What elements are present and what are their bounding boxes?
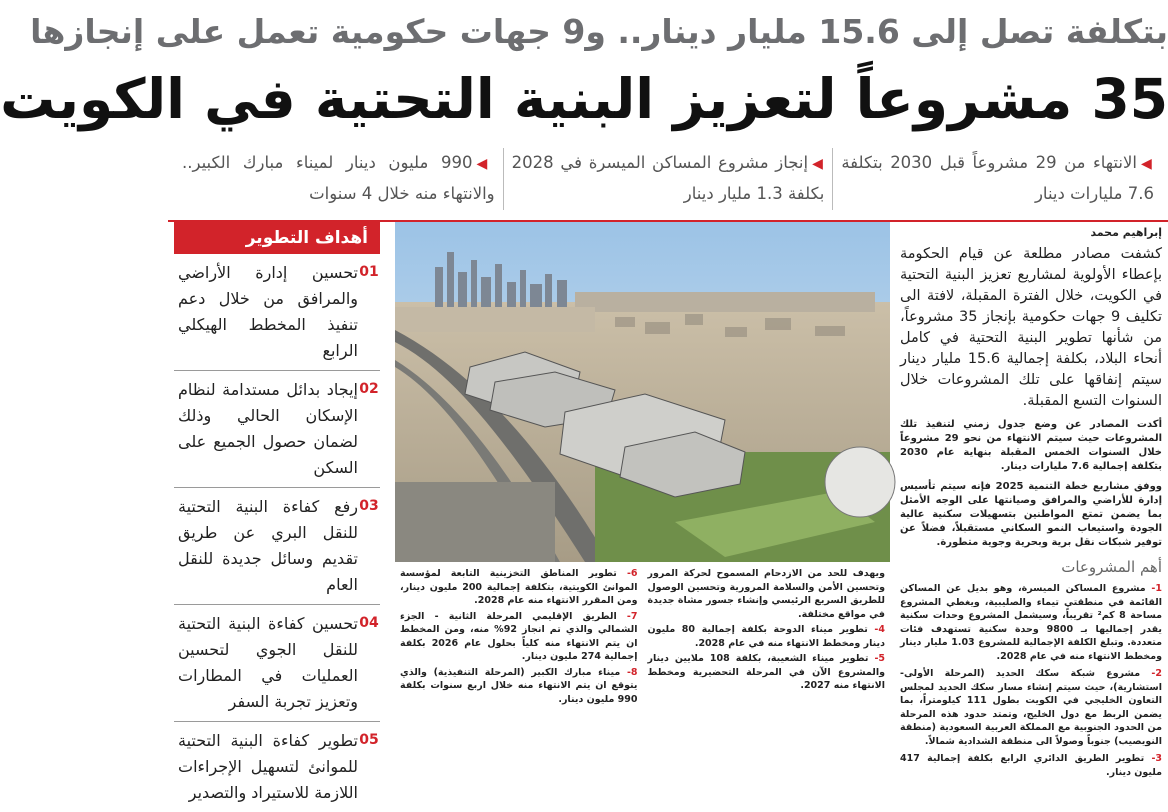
project-item [400,567,638,608]
bottom-column [643,567,891,691]
goal-text: تطوير كفاءة البنية التحتية للموانئ لتسهيل الإجراءات اللازمة للاستيراد والتصدير [178,731,358,802]
project-text: ويهدف للحد من الازدحام المسموح لحركة المرور وتحسين الأمن والسلامة المرورية وتحسين الوصول للطريق السريع الرئيسي وإنشاء جسور مشاة جديدة في مواقع مختلفة. [647,568,885,620]
article-paragraph: أكدت المصادر عن وضع جدول زمني لتنفيذ تلك المشروعات حيث سيتم الانتهاء من نحو 29 مشروعاً خلال السنوات الخمس المقبلة بنهاية عام 2030 بتكلفة إجمالية 7.6 مليارات دينار. [900,419,1163,472]
goal-number: 04 [359,615,379,631]
project-item [400,610,638,664]
project-text: تطوير ميناء الدوحة بكلفة إجمالية 80 مليون دينار ومخطط الانتهاء منه في عام 2028. [647,624,885,649]
bottom-columns [395,567,890,705]
highlight-item [174,148,503,210]
project-text: مشروع المساكن الميسرة، وهو بديل عن المساكن القائمة في منطقتي تيماء والصليبية، ويغطي المشروع مساحة 8 كم² تقريباً، وسيشمل المشروع وحدات سكنية يقدر إجماليها بـ 9800 وحدة سكنية تستهدف فئات متعددة. وتبلغ الكلفة الإجمالية للمشروع 1.03 مليار دينار ومخطط الانتهاء منه في عام 2028. [900,583,1162,662]
goal-item [174,605,380,722]
goal-item [174,254,380,371]
bottom-column [395,567,643,705]
goal-number: 01 [359,264,379,280]
headline-kicker: بتكلفة تصل إلى 15.6 مليار دينار.. و9 جهات حكومية تعمل على إنجازها [30,12,1168,51]
red-triangle-icon: ◀ [1140,156,1154,172]
goal-item [174,722,380,812]
highlight-item [503,148,833,210]
goal-text: رفع كفاءة البنية التحتية للنقل البري عن طريق تقديم وسائل جديدة للنقل العام [178,497,358,594]
project-text: تطوير المناطق التخزينية التابعة لمؤسسة الموانئ الكويتية، بتكلفة إجمالية 200 مليون دينار، ومن المقرر الانتهاء منه عام 2028. [400,568,638,606]
goal-text: تحسين إدارة الأراضي والمرافق من خلال دعم تنفيذ المخطط الهيكلي الرابع [178,263,358,360]
goals-heading: أهداف التطوير [174,222,380,254]
project-text: تطوير ميناء الشعيبة، بكلفة 108 ملايين دينار والمشروع الآن في المرحلة التحضيرية ومخطط الانتهاء منه 2027. [647,653,885,691]
project-item [900,582,1162,663]
project-number: 5- [874,653,886,664]
projects-heading: أهم المشروعات [1061,558,1162,576]
byline: إبراهيم محمد [1090,226,1162,239]
project-number: 6- [626,568,638,579]
aerial-city-icon [395,222,890,562]
goal-number: 05 [359,732,379,748]
red-triangle-icon: ◀ [812,156,825,172]
goal-item [174,371,380,488]
project-number: 7- [626,610,638,622]
goal-number: 02 [359,381,379,397]
project-number: 2- [1151,668,1162,679]
article-lead: كشفت مصادر مطلعة عن قيام الحكومة بإعطاء الأولوية لمشاريع تعزيز البنية التحتية في الكويت، خلال الفترة المقبلة، لافتة الى تكليف 9 جهات حكومية بإنجاز 35 مشروعاً، من شأنها تطوير البنية التحتية في كامل أنحاء البلاد، بكلفة إجمالية 15.6 مليار دينار سيتم إنفاقها على تلك المشروعات خلال السنوات التسع المقبلة. [900,246,1162,409]
project-item [648,623,886,650]
goal-text: إيجاد بدائل مستدامة لنظام الإسكان الحالي وذلك لضمان حصول الجميع على السكن [178,380,358,477]
highlight-text: 990 مليون دينار لميناء مبارك الكبير.. والانتهاء منه خلال 4 سنوات [181,153,495,203]
project-number: 1- [1151,583,1162,594]
project-item [900,667,1162,748]
highlight-text: إنجاز مشروع المساكن الميسرة في 2028 بكلفة 1.3 مليار دينار [511,153,825,203]
highlight-item [832,148,1162,210]
project-item [900,752,1162,779]
project-number: 3- [1151,753,1163,764]
goal-item [174,488,380,605]
red-triangle-icon: ◀ [476,156,495,172]
highlights-row [174,148,1162,210]
project-text: الطريق الإقليمي المرحلة الثانية - الجزء الشمالي والذي تم انجاز 92% منه، ومن المخطط ان يتم الانتهاء منه كلياً بحلول عام 2026 بكلفة إجمالية 274 مليون دينار. [400,610,638,662]
project-item [648,567,886,621]
project-number: 4- [874,624,885,635]
goal-number: 03 [359,498,379,514]
goals-box [174,222,380,802]
project-number: 8- [626,666,638,678]
aerial-city-photo [395,222,890,562]
article-paragraph: ووفق مشاريع خطة التنمية 2025 فإنه سيتم تأسيس إدارة للأراضي والمرافق وصيانتها على الوجه الأمثل بما يضمن تمتع المواطنين بتسهيلات سكنية عالية الجودة واستيعاب النمو السكاني مستقبلاً، فضلاً عن توفير شبكات نقل برية وبحرية وجوية متطورة. [900,481,1163,548]
project-text: تطوير الطريق الدائري الرابع بكلفة إجمالية 417 مليون دينار. [900,753,1162,778]
goal-text: تحسين كفاءة البنية التحتية للنقل الجوي لتحسين العمليات في المطارات وتعزيز تجربة السفر [178,614,358,711]
article-column [900,222,1163,778]
project-item [400,666,638,707]
project-text: ميناء مبارك الكبير (المرحلة التنفيذية) والذي يتوقع ان يتم الانتهاء منه خلال اربع سنوات بكلفة 990 مليون دينار. [400,666,638,705]
project-item [648,652,886,693]
project-text: مشروع شبكة سكك الحديد (المرحلة الأولى- استشارية)، حيث سيتم إنشاء مسار سكك الحديد لمجلس التعاون الخليجي في الكويت بطول 111 كيلومتراً، بما يضمن الربط مع دول الخليج، وتمتد حدود هذه المرحلة من الحدود الجنوبية مع المملكة العربية السعودية (منطقة النويصيب) جنوباً وصولاً الى منطقة الشدادية شمالاً. [900,668,1162,747]
headline-title: 35 مشروعاً لتعزيز البنية التحتية في الكويت [0,67,1168,131]
highlight-text: الانتهاء من 29 مشروعاً قبل 2030 بتكلفة 7.6 مليارات دينار [841,153,1154,203]
